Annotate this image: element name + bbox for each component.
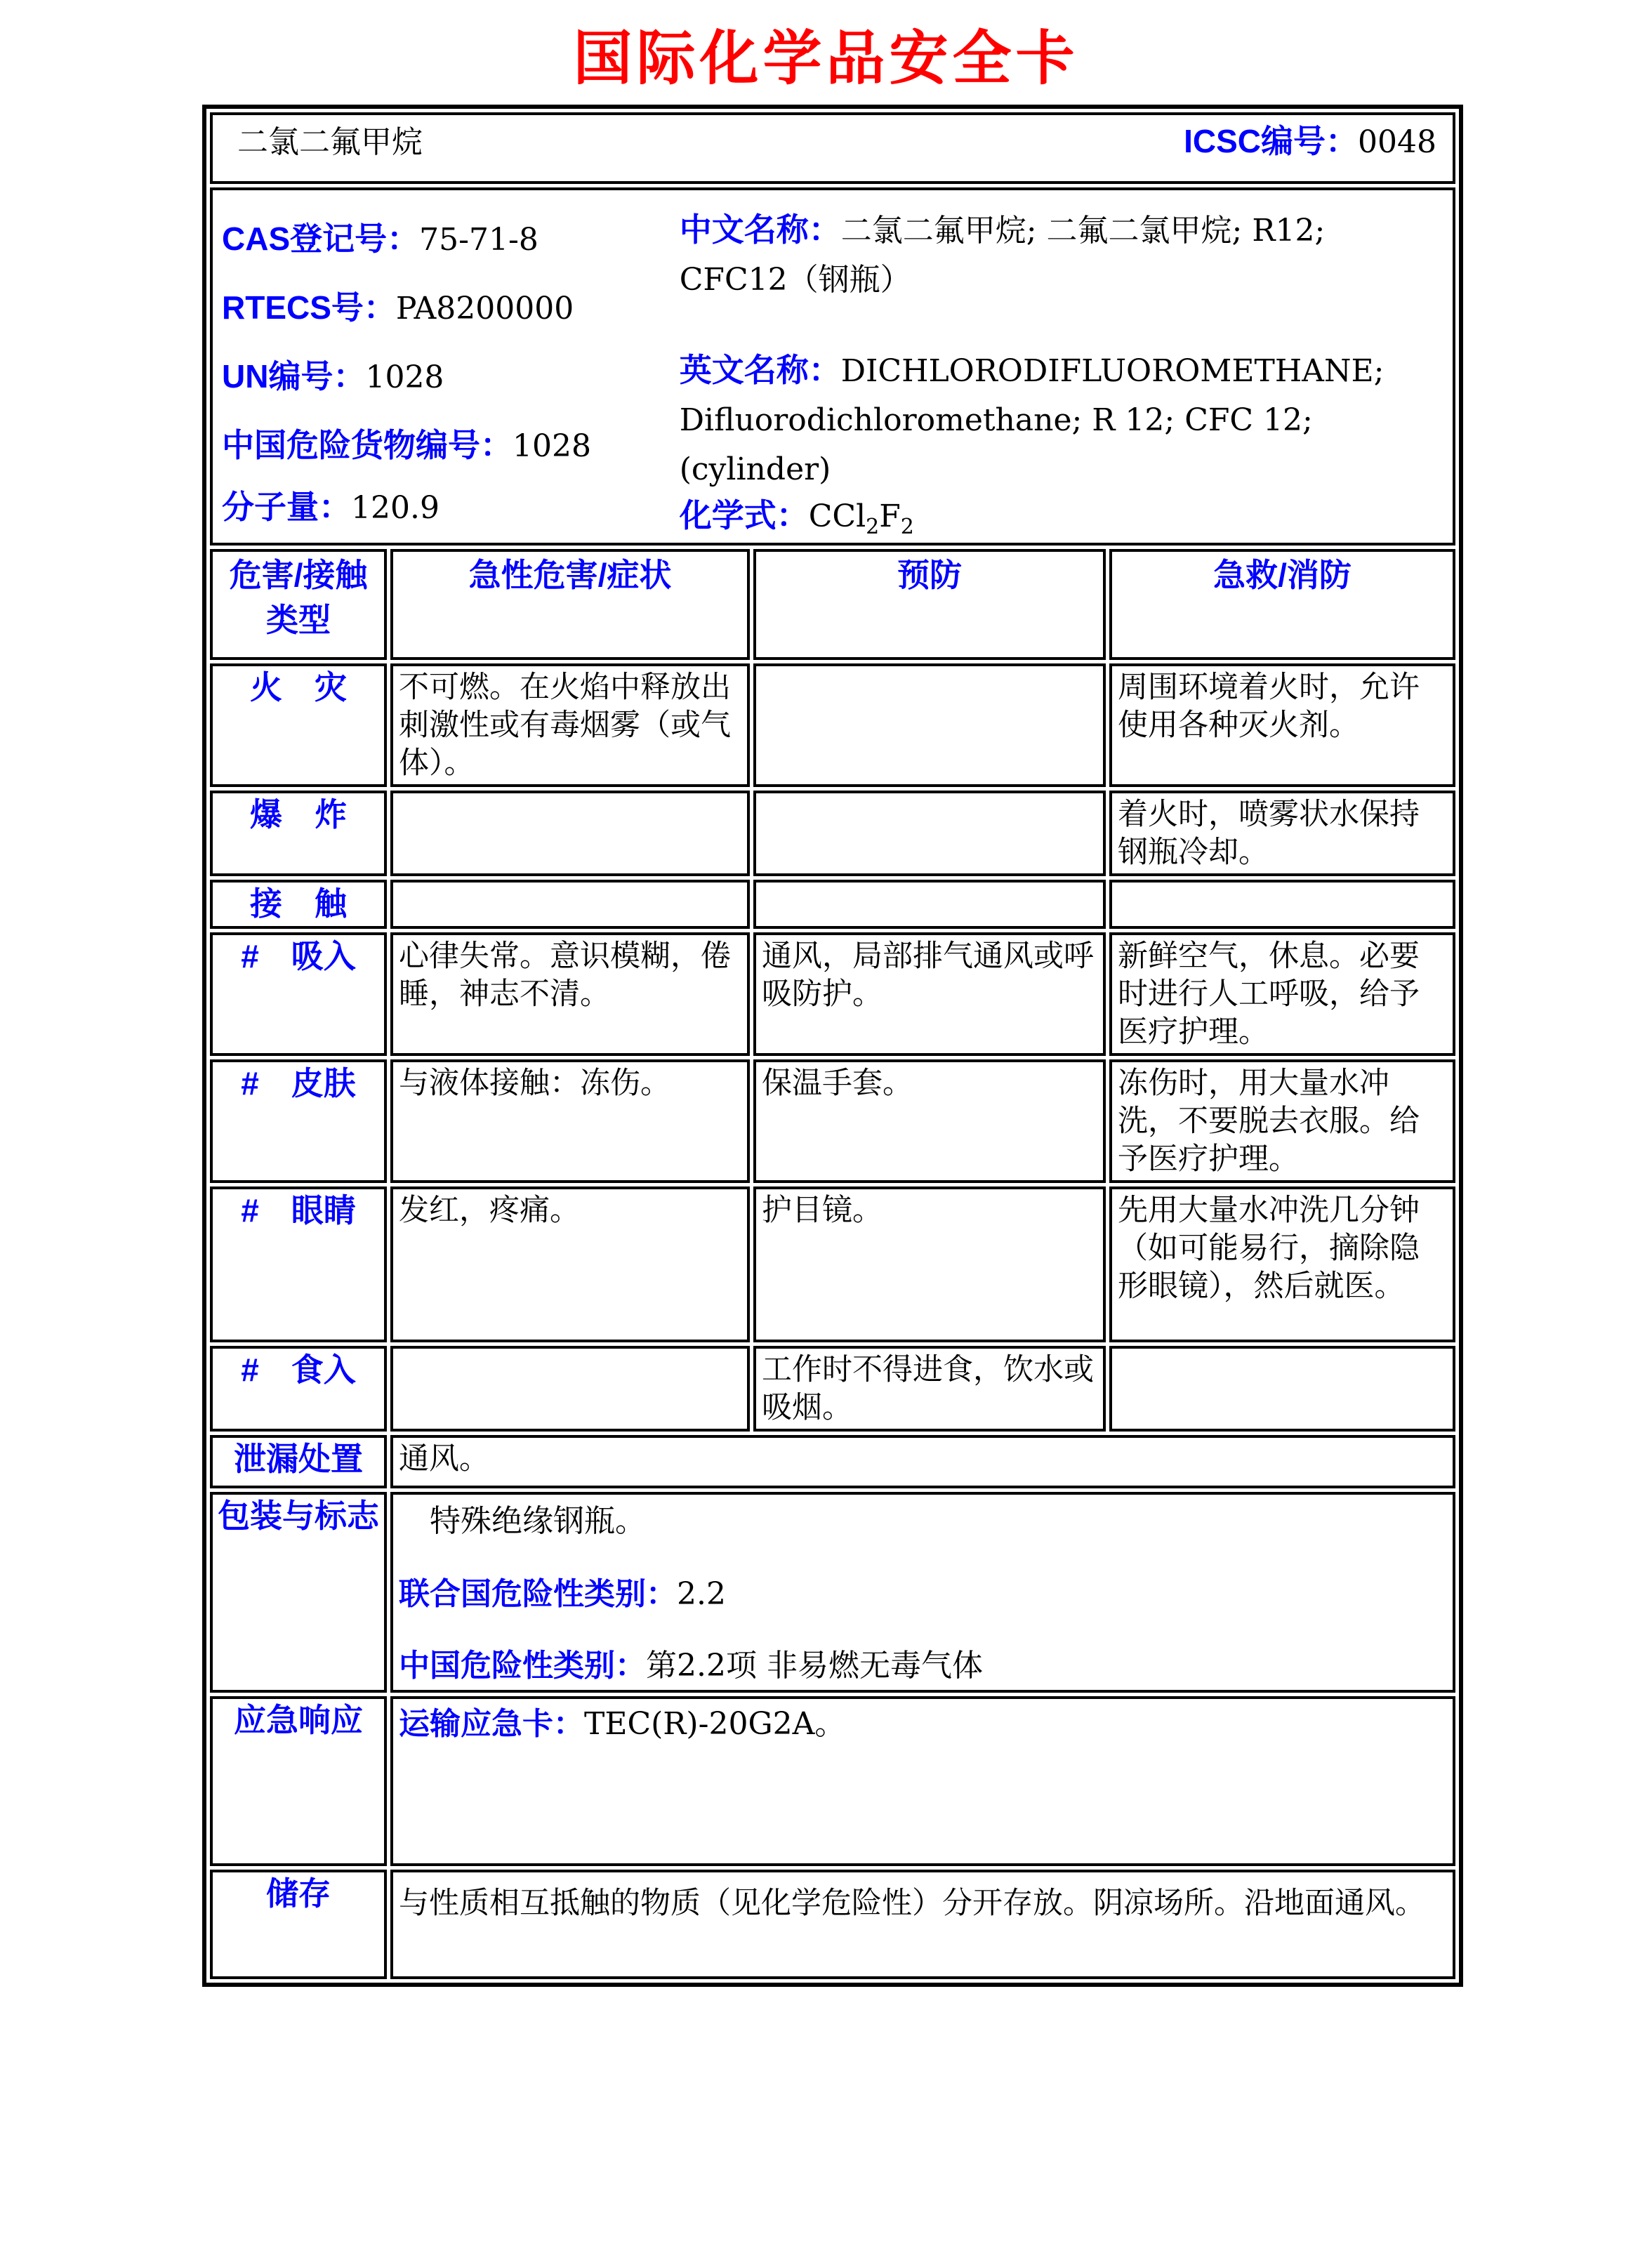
terc-value: TEC(R)-20G2A。 — [584, 1706, 846, 1742]
table-row-storage — [210, 1870, 1455, 1979]
chinese-name-value: 二氯二氟甲烷; 二氟二氯甲烷; R12; CFC12（钢瓶） — [679, 213, 1326, 298]
chemical-name: 二氯二氟甲烷 — [237, 124, 423, 160]
inhalation-response: 新鲜空气，休息。必要时进行人工呼吸，给予医疗护理。 — [1109, 932, 1455, 1056]
card-header-cell — [210, 112, 1455, 184]
un-label: UN编号： — [222, 358, 366, 395]
row-ingestion-label: # 食入 — [210, 1346, 387, 1432]
hazard-header-symptoms: 急性危害/症状 — [390, 549, 750, 660]
row-explosion-label: 爆 炸 — [210, 791, 387, 876]
formula-base2: F — [879, 498, 901, 534]
icsc-card-table — [202, 105, 1463, 1987]
packaging-cylinder-note: 特殊绝缘钢瓶。 — [430, 1503, 646, 1539]
chinese-name — [680, 205, 1442, 305]
row-inhalation-label: # 吸入 — [210, 932, 387, 1056]
chemical-formula — [680, 494, 1442, 538]
rtecs-value: PA8200000 — [395, 291, 574, 326]
molecular-weight-label: 分子量： — [222, 489, 351, 525]
row-packaging-label: 包装与标志 — [210, 1492, 387, 1693]
icsc-page — [0, 11, 1652, 2241]
formula-sub2: 2 — [900, 514, 914, 539]
icsc-number-label: ICSC编号： — [1184, 123, 1359, 159]
skin-response: 冻伤时，用大量水冲洗，不要脱去衣服。给予医疗护理。 — [1109, 1059, 1455, 1183]
emergency-content — [390, 1696, 1455, 1866]
contact-response — [1109, 880, 1455, 929]
explosion-response: 着火时，喷雾状水保持钢瓶冷却。 — [1109, 791, 1455, 876]
un-hazard-class-label: 联合国危险性类别： — [399, 1577, 677, 1611]
table-row-spill — [210, 1435, 1455, 1488]
molecular-weight — [222, 486, 680, 529]
hazard-header-type: 危害/接触类型 — [210, 549, 387, 660]
row-fire-label: 火 灾 — [210, 663, 387, 787]
identification-cell — [210, 187, 1455, 546]
terc-label: 运输应急卡： — [399, 1707, 584, 1741]
table-row-skin — [210, 1059, 1455, 1183]
page-title: 国际化学品安全卡 — [573, 23, 1079, 93]
identifier-list — [222, 205, 680, 529]
table-row-emergency — [210, 1696, 1455, 1866]
row-spill-label: 泄漏处置 — [210, 1435, 387, 1488]
fire-symptoms: 不可燃。在火焰中释放出刺激性或有毒烟雾（或气体）。 — [390, 663, 750, 787]
cn-hazard-class — [399, 1646, 1446, 1686]
row-contact-label: 接 触 — [210, 880, 387, 929]
packaging-content — [390, 1492, 1455, 1693]
identification-row — [210, 187, 1455, 546]
cn-hazard-class-label: 中国危险性类别： — [399, 1648, 646, 1683]
fire-prevention — [753, 663, 1106, 787]
row-emergency-label: 应急响应 — [210, 1696, 387, 1866]
icsc-number-value: 0048 — [1358, 124, 1436, 160]
formula-base1: CCl — [808, 498, 866, 534]
chemical-formula-label: 化学式： — [679, 497, 809, 534]
eyes-prevention: 护目镜。 — [753, 1186, 1106, 1342]
cn-dg-value: 1028 — [513, 428, 591, 464]
hazard-header-row — [210, 549, 1455, 660]
table-row-fire — [210, 663, 1455, 787]
contact-symptoms — [390, 880, 750, 929]
ingestion-prevention: 工作时不得进食，饮水或吸烟。 — [753, 1346, 1106, 1432]
card-header-row — [210, 112, 1455, 184]
ingestion-symptoms — [390, 1346, 750, 1432]
cn-hazard-class-value: 第2.2项 非易燃无毒气体 — [646, 1648, 983, 1684]
inhalation-prevention: 通风，局部排气通风或呼吸防护。 — [753, 932, 1106, 1056]
table-row-eyes — [210, 1186, 1455, 1342]
hazard-header-response: 急救/消防 — [1109, 549, 1455, 660]
ingestion-response — [1109, 1346, 1455, 1432]
rtecs-number — [222, 274, 680, 343]
skin-symptoms: 与液体接触：冻伤。 — [390, 1059, 750, 1183]
table-row-packaging — [210, 1492, 1455, 1693]
hazard-header-prevention: 预防 — [753, 549, 1106, 660]
row-storage-label: 储存 — [210, 1870, 387, 1979]
cas-number — [222, 205, 680, 274]
english-name — [680, 345, 1442, 494]
cn-dg-label: 中国危险货物编号： — [222, 427, 513, 463]
table-row-explosion — [210, 791, 1455, 876]
inhalation-symptoms: 心律失常。意识模糊，倦睡，神志不清。 — [390, 932, 750, 1056]
eyes-response: 先用大量水冲洗几分钟（如可能易行，摘除隐形眼镜），然后就医。 — [1109, 1186, 1455, 1342]
explosion-symptoms — [390, 791, 750, 876]
fire-response: 周围环境着火时，允许使用各种灭火剂。 — [1109, 663, 1455, 787]
contact-prevention — [753, 880, 1106, 929]
icsc-number — [1184, 116, 1436, 162]
un-value: 1028 — [365, 359, 444, 395]
english-name-value: DICHLORODIFLUOROMETHANE; Difluorodichloromethane; R 12; CFC 12; (cylinder) — [679, 353, 1385, 487]
un-hazard-class-value: 2.2 — [677, 1576, 726, 1612]
table-row-contact — [210, 880, 1455, 929]
transport-emergency-card — [399, 1704, 1446, 1745]
cn-dangerous-goods-number — [222, 411, 680, 480]
row-eyes-label: # 眼睛 — [210, 1186, 387, 1342]
un-number — [222, 343, 680, 411]
storage-text: 与性质相互抵触的物质（见化学危险性）分开存放。阴凉场所。沿地面通风。 — [399, 1886, 1425, 1921]
eyes-symptoms: 发红，疼痛。 — [390, 1186, 750, 1342]
table-row-inhalation — [210, 932, 1455, 1056]
molecular-weight-value: 120.9 — [351, 490, 440, 526]
name-list — [679, 205, 1442, 539]
storage-content — [390, 1870, 1455, 1979]
un-hazard-class — [399, 1574, 1446, 1615]
row-skin-label: # 皮肤 — [210, 1059, 387, 1183]
chinese-name-label: 中文名称： — [679, 211, 841, 248]
cas-label: CAS登记号： — [222, 220, 420, 257]
formula-sub1: 2 — [866, 514, 880, 539]
english-name-label: 英文名称： — [679, 352, 841, 388]
table-row-ingestion — [210, 1346, 1455, 1432]
skin-prevention: 保温手套。 — [753, 1059, 1106, 1183]
rtecs-label: RTECS号： — [222, 289, 396, 326]
explosion-prevention — [753, 791, 1106, 876]
spill-content: 通风。 — [390, 1435, 1455, 1488]
cas-value: 75-71-8 — [419, 222, 538, 258]
